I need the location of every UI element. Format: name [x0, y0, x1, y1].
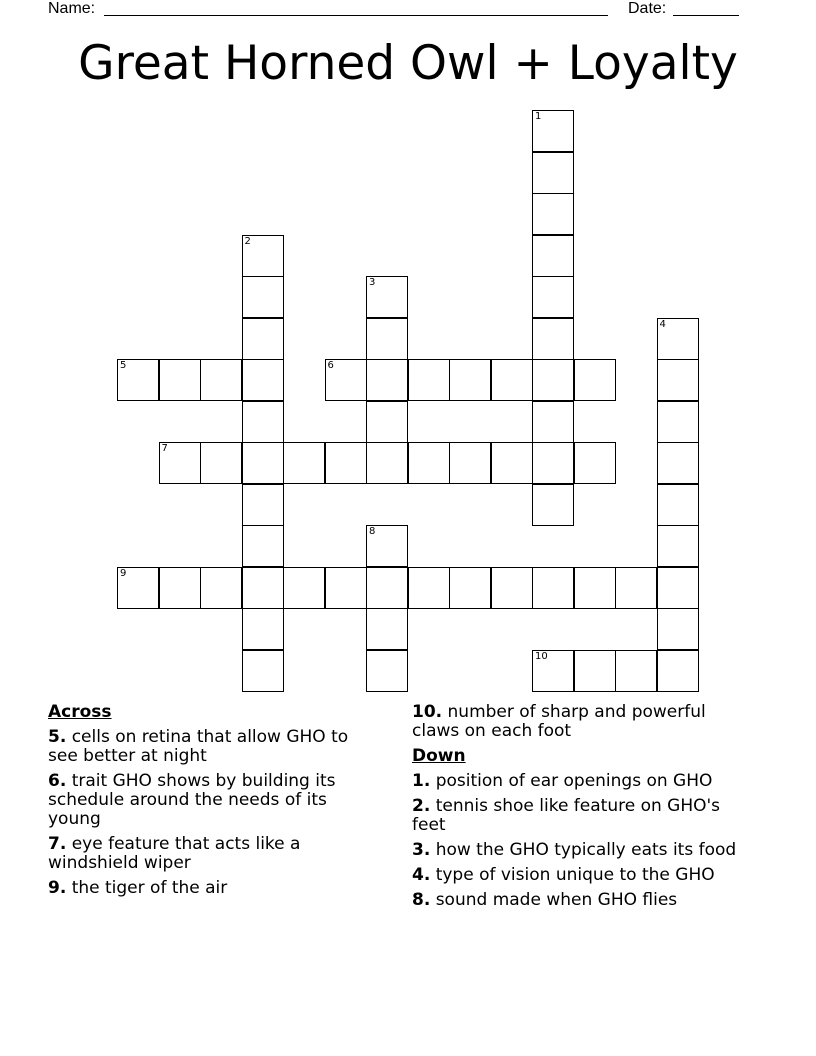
- grid-cell[interactable]: [242, 318, 284, 360]
- clue-number-label: 2: [244, 235, 251, 247]
- grid-cell[interactable]: [532, 276, 574, 318]
- grid-cell[interactable]: [408, 567, 450, 609]
- grid-cell[interactable]: [200, 359, 242, 401]
- grid-cell[interactable]: [532, 359, 574, 401]
- grid-cell[interactable]: [532, 110, 574, 152]
- clue-text: type of vision unique to the GHO: [435, 865, 715, 885]
- grid-cell[interactable]: [325, 567, 367, 609]
- grid-cell[interactable]: [657, 484, 699, 526]
- grid-cell[interactable]: [532, 650, 574, 692]
- grid-cell[interactable]: [200, 442, 242, 484]
- clue-column-left: [48, 703, 378, 904]
- grid-cell[interactable]: [449, 442, 491, 484]
- grid-cell[interactable]: [574, 359, 616, 401]
- clue-number-label: 3: [369, 277, 376, 288]
- grid-cell[interactable]: [615, 650, 657, 692]
- clue-number-label: 7: [161, 443, 168, 454]
- grid-cell[interactable]: [574, 442, 616, 484]
- grid-cell[interactable]: [366, 650, 408, 692]
- grid-cell[interactable]: [242, 525, 284, 567]
- grid-cell[interactable]: [574, 567, 616, 609]
- clue-number: 3.: [412, 840, 431, 860]
- clue-number-label: 10: [535, 650, 548, 662]
- clue-across-6: [48, 772, 378, 829]
- grid-cell[interactable]: [242, 484, 284, 526]
- clue-down-8: [412, 891, 752, 910]
- grid-cell[interactable]: [657, 442, 699, 484]
- grid-cell[interactable]: [532, 152, 574, 194]
- clue-number: 9.: [48, 878, 67, 898]
- page-title: Great Horned Owl + Loyalty: [78, 36, 738, 91]
- clue-text: cells on retina that allow GHO to see better at night: [48, 727, 349, 766]
- clue-text: sound made when GHO flies: [435, 890, 678, 910]
- grid-cell[interactable]: [657, 525, 699, 567]
- grid-cell[interactable]: [242, 276, 284, 318]
- clue-number: 8.: [412, 890, 431, 910]
- clue-text: tennis shoe like feature on GHO's feet: [412, 796, 721, 835]
- clue-text: how the GHO typically eats its food: [435, 840, 737, 860]
- grid-cell[interactable]: [117, 567, 159, 609]
- clue-number-label: 8: [369, 526, 376, 537]
- grid-cell[interactable]: [449, 567, 491, 609]
- grid-cell[interactable]: [366, 525, 408, 567]
- date-label: Date:: [628, 0, 667, 17]
- clue-column-right: [412, 703, 752, 916]
- grid-cell[interactable]: [366, 318, 408, 360]
- clue-down-3: [412, 841, 752, 860]
- clue-text: trait GHO shows by building its schedule around the needs of its young: [48, 771, 336, 829]
- clue-down-2: [412, 797, 752, 835]
- grid-cell[interactable]: [242, 442, 284, 484]
- grid-cell[interactable]: [532, 484, 574, 526]
- grid-cell[interactable]: [242, 401, 284, 443]
- clue-text: position of ear openings on GHO: [435, 771, 713, 791]
- clue-number-label: 1: [535, 111, 542, 122]
- grid-cell[interactable]: [366, 567, 408, 609]
- grid-cell[interactable]: [283, 442, 325, 484]
- grid-cell[interactable]: [366, 442, 408, 484]
- grid-cell[interactable]: [532, 235, 574, 277]
- grid-cell[interactable]: [657, 401, 699, 443]
- clue-number-label: 5: [120, 360, 127, 371]
- clue-text: number of sharp and powerful claws on each foot: [412, 702, 706, 741]
- grid-cell[interactable]: [532, 567, 574, 609]
- grid-cell[interactable]: [159, 359, 201, 401]
- grid-cell[interactable]: [242, 359, 284, 401]
- clue-across-5: [48, 728, 378, 766]
- grid-cell[interactable]: [242, 650, 284, 692]
- grid-cell[interactable]: [491, 567, 533, 609]
- clue-number: 7.: [48, 834, 67, 854]
- name-label: Name:: [48, 0, 96, 17]
- grid-cell[interactable]: [615, 567, 657, 609]
- grid-cell[interactable]: [657, 359, 699, 401]
- grid-cell[interactable]: [159, 567, 201, 609]
- clue-text: eye feature that acts like a windshield wiper: [48, 834, 301, 873]
- grid-cell[interactable]: [283, 567, 325, 609]
- clue-number: 10.: [412, 702, 443, 722]
- grid-cell[interactable]: [657, 318, 699, 360]
- grid-cell[interactable]: [366, 401, 408, 443]
- grid-cell[interactable]: [200, 567, 242, 609]
- grid-cell[interactable]: [532, 401, 574, 443]
- grid-cell[interactable]: [449, 359, 491, 401]
- grid-cell[interactable]: [532, 318, 574, 360]
- clue-across-9: [48, 879, 378, 898]
- grid-cell[interactable]: [117, 359, 159, 401]
- clue-across-10: [412, 703, 752, 741]
- grid-cell[interactable]: [408, 359, 450, 401]
- clue-number: 6.: [48, 771, 67, 791]
- grid-cell[interactable]: [491, 442, 533, 484]
- grid-cell[interactable]: [657, 567, 699, 609]
- clue-number-label: 9: [120, 567, 127, 579]
- grid-cell[interactable]: [532, 442, 574, 484]
- clue-number: 1.: [412, 771, 431, 791]
- grid-cell[interactable]: [408, 442, 450, 484]
- clue-down-4: [412, 866, 752, 885]
- clue-number: 4.: [412, 865, 431, 885]
- grid-cell[interactable]: [491, 359, 533, 401]
- grid-cell[interactable]: [325, 442, 367, 484]
- across-heading: Across: [48, 702, 112, 722]
- grid-cell[interactable]: [532, 193, 574, 235]
- grid-cell[interactable]: [242, 235, 284, 277]
- grid-cell[interactable]: [242, 608, 284, 650]
- grid-cell[interactable]: [574, 650, 616, 692]
- down-heading: Down: [412, 746, 466, 766]
- grid-cell[interactable]: [159, 442, 201, 484]
- clue-text: the tiger of the air: [71, 878, 228, 898]
- grid-cell[interactable]: [325, 359, 367, 401]
- grid-cell[interactable]: [366, 276, 408, 318]
- clue-number: 2.: [412, 796, 431, 816]
- grid-cell[interactable]: [366, 608, 408, 650]
- grid-cell[interactable]: [242, 567, 284, 609]
- grid-cell[interactable]: [657, 608, 699, 650]
- clue-number-label: 6: [327, 360, 334, 371]
- grid-cell[interactable]: [366, 359, 408, 401]
- clue-number: 5.: [48, 727, 67, 747]
- clue-down-1: [412, 772, 752, 791]
- clue-across-7: [48, 835, 378, 873]
- grid-cell[interactable]: [657, 650, 699, 692]
- clue-number-label: 4: [659, 318, 666, 330]
